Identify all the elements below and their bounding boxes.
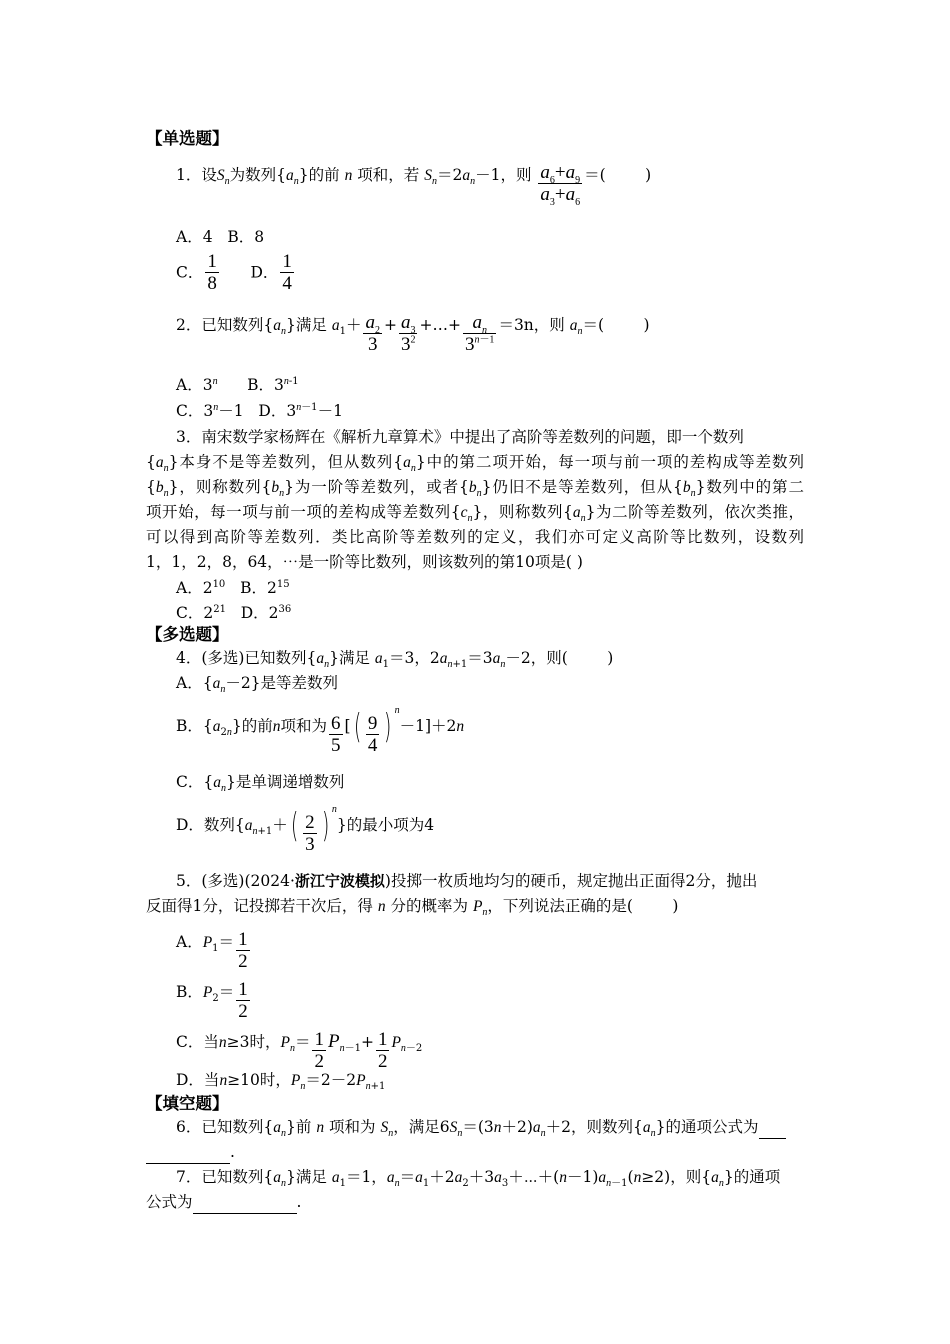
q1-option-a: A．4	[176, 228, 213, 246]
q5-option-d: D．当n≥10时，$P_n=2-2P_{n+1}$	[176, 1071, 386, 1093]
q2-options-cd	[176, 400, 343, 422]
q4-option-c: C．$\{a_n\}$是单调递增数列	[176, 773, 345, 795]
q3-options-ab	[176, 577, 290, 599]
question-6-line-2: .	[146, 1141, 235, 1164]
q5-option-c: C．当n≥3时，$P_n=$ $\frac{1}{2}$ $P_{n-1}+$ $\frac{1}{2}$ $P_{n-2}$	[176, 1029, 423, 1072]
q5-option-a: A．$P_1=$ $\frac{1}{2}$	[176, 929, 248, 972]
answer-blank-6a[interactable]	[759, 1116, 786, 1139]
fraction-a6a9-over-a3a6: $\frac{a_6+a_9}{a_3+a_6}$	[540, 162, 581, 208]
q3-option-a: A．$2^{10}$	[176, 578, 226, 597]
q2-option-c: C．$3^n-1$	[176, 401, 244, 420]
q2-option-a: A．3$^n$	[176, 375, 218, 394]
question-2: 2．已知数列$\{a_n\}$满足 $a_1+$ $\frac{a_2}{3}$ + $\frac{a_3}{3^2}$ +…+ $\frac{a_n}{3^{n-1}}$ ＝3n，则 $a_n=$( )	[176, 312, 650, 355]
q2-option-d: D．$3^{n-1}-1$	[258, 401, 343, 420]
q4-option-d: D．数列{$a_{n+1}+$( $\frac{2}{3}$ ) $^n$}的最小项为4	[176, 804, 435, 855]
q1-option-c: C．	[176, 263, 204, 282]
q1-option-b: B．8	[227, 228, 265, 246]
q5-option-b: B．$P_2=$ $\frac{1}{2}$	[176, 979, 248, 1022]
q4-option-b: B．$\{a_{2n}\}$的前n项和为 $\frac{6}{5}$ [( $\frac{9}{4}$ ) $^n$－1]＋2n	[176, 705, 465, 756]
q3-option-d: D．$2^{36}$	[240, 603, 292, 622]
question-3-line-6: 1，1，2，8，64，⋯是一阶等比数列，则该数列的第10项是( )	[146, 553, 583, 571]
q3-option-c: C．$2^{21}$	[176, 603, 226, 622]
question-4: 4．(多选)已知数列$\{a_n\}$满足 $a_1=3$，$2a_{n+1}=3a_n-2$，则( )	[176, 649, 614, 671]
q3-options-cd	[176, 602, 291, 624]
section-heading-multi: 【多选题】	[146, 625, 229, 644]
q4-option-a: A．$\{a_n-2\}$是等差数列	[176, 674, 339, 696]
section-heading-single: 【单选题】	[146, 129, 229, 148]
question-3-line-2: $\{a_n\}$本身不是等差数列，但从数列$\{a_n\}$中的第二项开始，每一项与前一项的差构成等差数列	[146, 453, 804, 475]
answer-blank-7[interactable]	[193, 1191, 297, 1214]
question-1: 1．设$S_n$为数列$\{a_n\}$的前 n 项和，若 $S_n=2a_n-1$，则 $\frac{a_6+a_9}{a_3+a_6}$ ＝( )	[176, 162, 652, 208]
q3-option-b: B．$2^{15}$	[240, 578, 290, 597]
q1-options-ab	[176, 226, 264, 248]
question-7-line-2: 公式为 .	[146, 1191, 301, 1214]
question-7: 7．已知数列$\{a_n\}$满足 $a_1=1$，$a_n=a_1+2a_2+3a_3+\cdots+(n-1)a_{n-1}(n\ge 2)$，则$\{a_n\}$的通项	[176, 1168, 781, 1190]
question-5-line-2: 反面得1分，记投掷若干次后，得 n 分的概率为 $P_n$，下列说法正确的是( )	[146, 897, 679, 919]
question-3-line-1: 3．南宋数学家杨辉在《解析九章算术》中提出了高阶等差数列的问题，即一个数列	[176, 428, 744, 446]
question-6: 6．已知数列$\{a_n\}$前 n 项和为 $S_n$，满足$6S_n=(3n+2)a_n+2$，则数列$\{a_n\}$的通项公式为	[176, 1116, 786, 1139]
q2-options-ab	[176, 374, 299, 396]
section-heading-fill: 【填空题】	[146, 1094, 229, 1113]
question-3-line-3: $\{b_n\}$，则称数列$\{b_n\}$为一阶等差数列，或者$\{b_n\}$仍旧不是等差数列，但从$\{b_n\}$数列中的第二	[146, 478, 804, 500]
question-3-line-4: 项开始，每一项与前一项的差构成等差数列$\{c_n\}$，则称数列$\{a_n\}$为二阶等差数列，依次类推，	[146, 503, 804, 525]
question-3-line-5: 可以得到高阶等差数列．类比高阶等差数列的定义，我们亦可定义高阶等比数列，设数列	[146, 528, 804, 546]
q1-options-cd: C． $\frac{1}{8}$ D． $\frac{1}{4}$	[176, 251, 292, 294]
q2-option-b: B．3$^{n-1}$	[247, 375, 299, 394]
q1-option-d: D．	[250, 263, 279, 282]
question-5-line-1: 5．(多选)(2024·浙江宁波模拟)投掷一枚质地均匀的硬币，规定抛出正面得2分，抛出	[176, 872, 758, 890]
answer-blank-6b[interactable]	[146, 1141, 230, 1164]
